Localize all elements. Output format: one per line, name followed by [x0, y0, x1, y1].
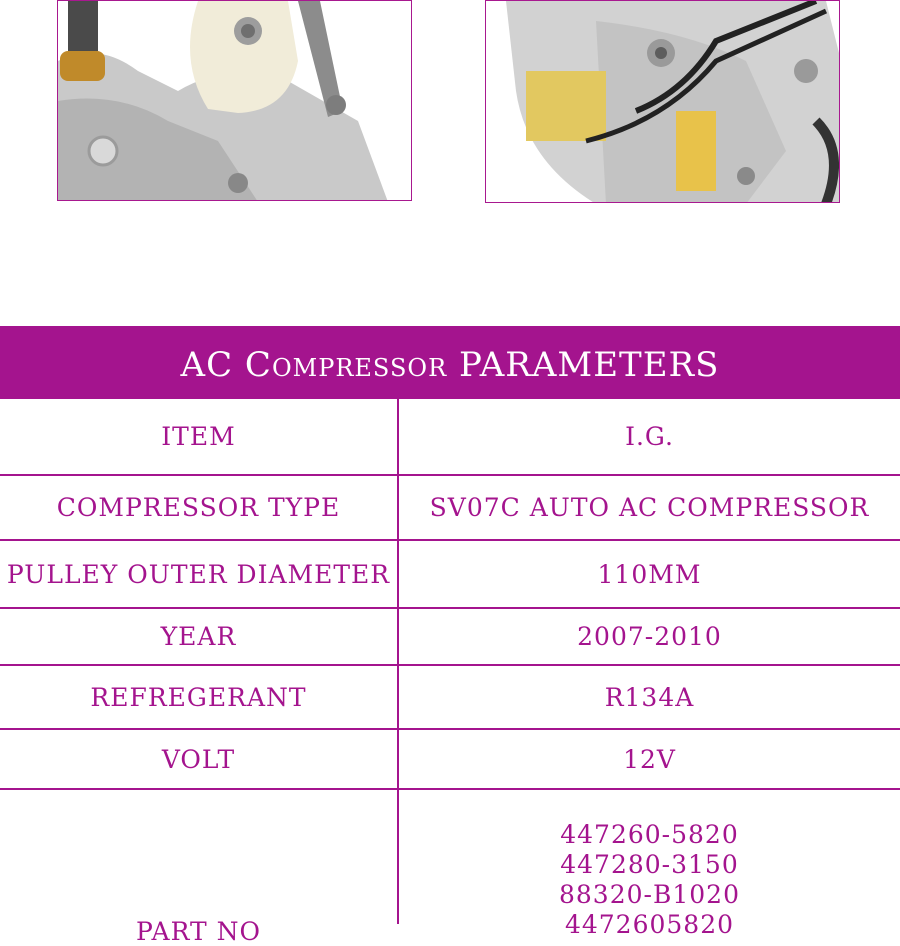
- row-label: COMPRESSOR TYPE: [56, 493, 341, 522]
- product-photo-left: [57, 0, 412, 201]
- row-value: 12V: [623, 744, 676, 774]
- part-number-list: [399, 790, 900, 939]
- row-value: I.G.: [625, 422, 674, 451]
- row-label: YEAR: [160, 622, 237, 651]
- table-row: [0, 476, 900, 541]
- part-number: 447260-5820: [560, 820, 739, 849]
- table-row: [0, 730, 900, 790]
- part-number-label-text: PART NO: [136, 917, 261, 946]
- table-row: [0, 666, 900, 730]
- part-number: 4472605820: [564, 910, 735, 939]
- table-row: [0, 541, 900, 609]
- row-value: 2007-2010: [577, 622, 722, 651]
- row-label: REFREGERANT: [90, 682, 307, 712]
- row-label: VOLT: [161, 744, 236, 774]
- banner-title: AC Compressor PARAMETERS: [180, 344, 720, 385]
- part-number: 88320-B1020: [559, 880, 740, 909]
- row-value: R134A: [604, 682, 695, 712]
- table-row: [0, 609, 900, 666]
- row-value: SV07C AUTO AC COMPRESSOR: [429, 493, 870, 522]
- parameters-table: [0, 399, 900, 946]
- row-value: 110MM: [597, 559, 702, 589]
- product-photo-right: [485, 0, 840, 203]
- table-row: [0, 399, 900, 476]
- row-label: ITEM: [161, 422, 236, 451]
- part-number-row: [0, 790, 900, 946]
- row-label: PULLEY OUTER DIAMETER: [6, 559, 391, 589]
- table-column-divider: [397, 399, 399, 924]
- part-number: 447280-3150: [560, 850, 739, 879]
- parameters-banner: [0, 326, 900, 399]
- part-number-label: [0, 790, 397, 946]
